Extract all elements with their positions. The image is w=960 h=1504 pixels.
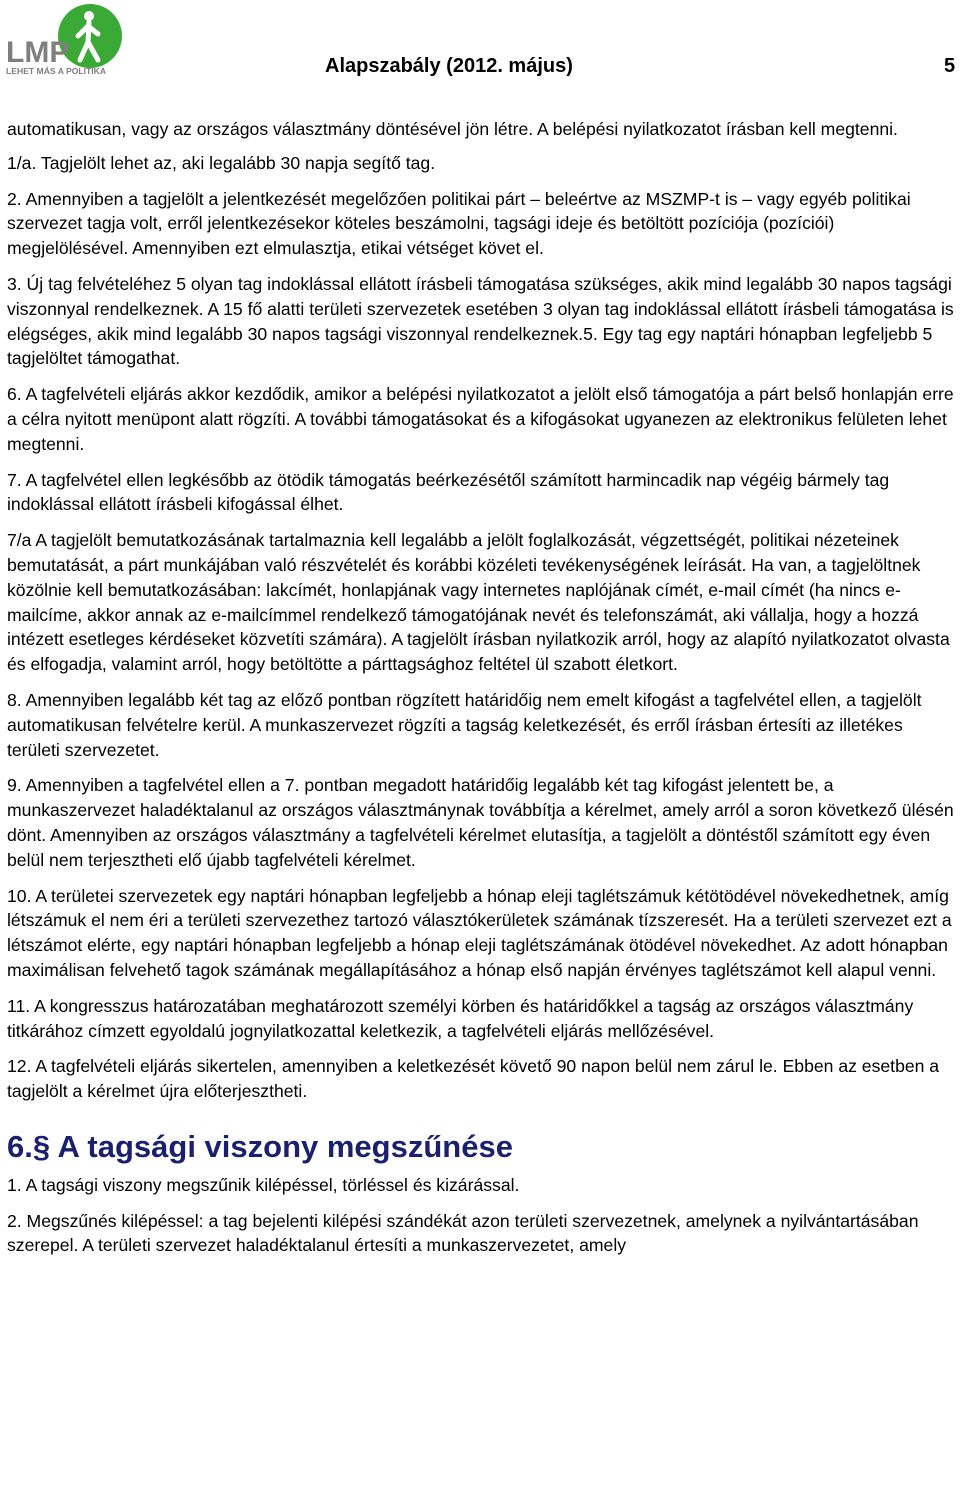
page-number: 5 [944, 55, 956, 77]
paragraph: 7/a A tagjelölt bemutatkozásának tartalmaznia kell legalább a jelölt foglalkozását, végzettségét, politikai nézeteinek bemutatását, a párt munkájában való részvételét és korábbi közéleti tevékenységének leírását. Ha van, a tagjelöltnek közölnie kell bemutatkozásában: lakcímét, honlapjának vagy internetes naplójának címét, e-mail címét (ha nincs e-mailcíme, akkor annak az e-mailcímmel rendelkező támogatójának nevét és telefonszámát, aki vállalja, hogy a hozzá intézett esetleges kérdéseket közvetíti számára). A tagjelölt írásban nyilatkozik arról, hogy az alapító nyilatkozatot olvasta és elfogadja, valamint arról, hogy betöltötte a párttagsághoz feltétel ül szabott életkort. [7, 530, 950, 675]
logo-text: LMP [6, 36, 70, 69]
paragraph: 11. A kongresszus határozatában meghatározott személyi körben és határidőkkel a tagság az országos választmány titkárához címzett egyoldalú jognyilatkozattal keletkezik, a tagfelvételi eljárás mellőzésével. [7, 995, 914, 1041]
paragraph: 2. Amennyiben a tagjelölt a jelentkezését megelőzően politikai párt – beleértve az MSZMP-t is – vagy egyéb politikai szervezet tagja volt, erről jelentkezésekor köteles beszámolni, tagsági ideje és betöltött pozíciója (pozíciói) megjelölésével. Amennyiben ezt elmulasztja, etikai vétséget követ el. [7, 188, 911, 259]
paragraph: 1. A tagsági viszony megszűnik kilépéssel, törléssel és kizárással. [7, 1174, 520, 1195]
logo-tagline: LEHET MÁS A POLITIKA [6, 66, 107, 76]
paragraph: 2. Megszűnés kilépéssel: a tag bejelenti kilépési szándékát azon területi szervezetnek, amelynek a nyilvántartásában szerepel. A területi szervezet haladéktalanul értesíti a munkaszervezetet, amely [7, 1210, 919, 1256]
section-heading: 6.§ A tagsági viszony megszűnése [7, 1128, 513, 1164]
paragraph: 10. A területei szervezetek egy naptári hónapban legfeljebb a hónap eleji taglétszámuk kétötödével növekedhetnek, amíg létszámuk el nem éri a területi szervezethez tartozó választókerületek számának tízszeresét. Ha a területi szervezet ezt a létszámot elérte, egy naptári hónapban legfeljebb a hónap eleji taglétszámának ötödével növekedhet. Az adott hónapban maximálisan felvehető tagok számának megállapításához a hónap első napján érvényes taglétszámot kell alapul venni. [7, 885, 952, 980]
document-title: Alapszabály (2012. május) [325, 55, 573, 77]
paragraph: 3. Új tag felvételéhez 5 olyan tag indoklással ellátott írásbeli támogatása szükséges, akik mind legalább 30 napos tagsági viszonnyal rendelkeznek. A 15 fő alatti területi szervezetek esetében 3 olyan tag indoklással ellátott írásbeli támogatása is elégséges, akik mind legalább 30 napos tagsági viszonnyal rendelkeznek.5. Egy tag egy naptári hónapban legfeljebb 5 tagjelöltet támogathat. [7, 273, 954, 369]
lmp-logo [4, 2, 124, 78]
paragraph: 8. Amennyiben legalább két tag az előző pontban rögzített határidőig nem emelt kifogást a tagfelvétel ellen, a tagjelölt automatikusan felvételre kerül. A munkaszervezet rögzíti a tagság keletkezését, és erről írásban értesíti az illetékes területi szervezetet. [7, 689, 922, 760]
paragraph: automatikusan, vagy az országos választmány döntésével jön létre. A belépési nyilatkozatot írásban kell megtenni. [7, 119, 898, 139]
paragraph: 9. Amennyiben a tagfelvétel ellen a 7. pontban megadott határidőig legalább két tag kifogást jelentett be, a munkaszervezet haladéktalanul az országos választmánynak továbbítja a kérelmet, amely arról a soron következő ülésén dönt. Amennyiben az országos választmány a tagfelvételi kérelmet elutasítja, a tagjelölt a döntéstől számított egy éven belül nem terjesztheti elő újabb tagfelvételi kérelmet. [7, 775, 954, 870]
paragraph: 6. A tagfelvételi eljárás akkor kezdődik, amikor a belépési nyilatkozatot a jelölt első támogatója a párt belső honlapján erre a célra nyitott menüpont alatt rögzíti. A további támogatásokat és a kifogásokat ugyanezen az elektronikus felületen lehet megtenni. [7, 384, 954, 454]
paragraph: 12. A tagfelvételi eljárás sikertelen, amennyiben a keletkezését követő 90 napon belül nem zárul le. Ebben az esetben a tagjelölt a kérelmet újra előterjesztheti. [7, 1056, 940, 1102]
paragraph: 1/a. Tagjelölt lehet az, aki legalább 30 napja segítő tag. [7, 152, 436, 173]
paragraph: 7. A tagfelvétel ellen legkésőbb az ötödik támogatás beérkezésétől számított harmincadik nap végéig bármely tag indoklással ellátott írásbeli kifogással élhet. [7, 469, 890, 515]
document-body [7, 117, 960, 1269]
